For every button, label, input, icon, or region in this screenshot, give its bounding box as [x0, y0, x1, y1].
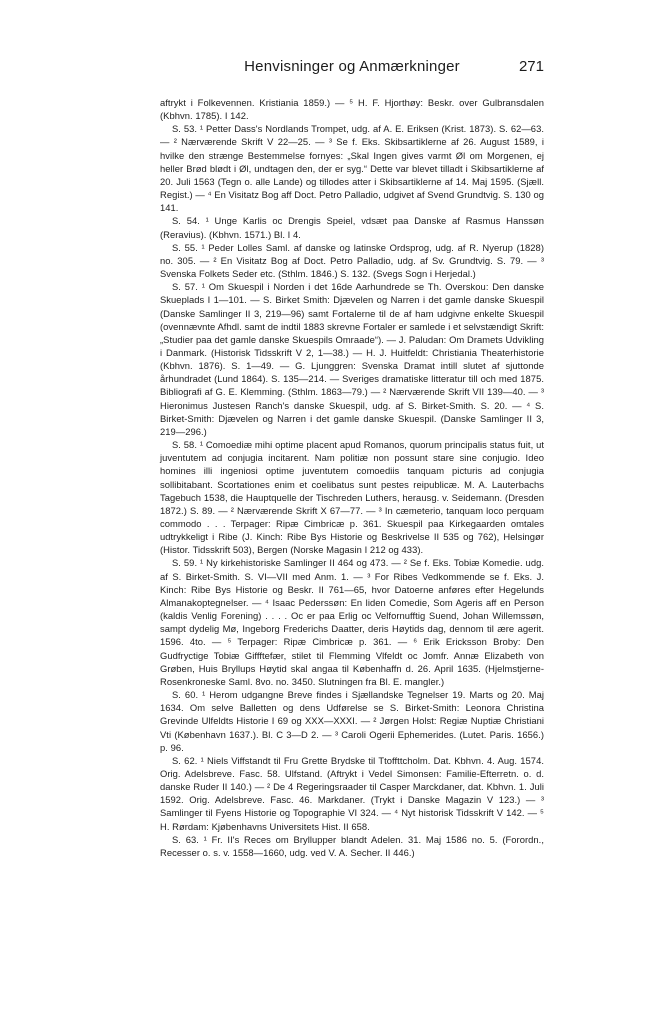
note-paragraph: S. 57. ¹ Om Skuespil i Norden i det 16de Aarhundrede se Th. Overskou: Den danske Skueplads I 1—101. — S. Birket Smith: Djævelen og Narren i det gamle danske Skuespil (Danske Samlinger II 3, 219—96) samt Fortalerne til de af ham udgivne enkelte Skuespil (ovennævnte Afhdl. samt de indtil 1883 skrevne Fortaler er samlede i et selvstændigt Skrift: „Studier paa det gamle danske Skuespils Omraade“). — J. Paludan: Om Dramets Udvikling i Danmark. (Historisk Tidsskrift V 2, 1—38.) — H. J. Huitfeldt: Christiania Theaterhistorie (Kbhvn. 1876). S. 1—49. — G. Ljunggren: Svenska Dramat intill slutet af sjuttonde århundradet (Lund 1864). S. 135—214. — Sveriges dramatiske litteratur till och med 1875. Bibliografi af G. E. Klemming. (Sthlm. 1863—79.) — ² Nærværende Skrift VII 139—40. — ³ Hieronimus Justesen Ranch's danske Skuespil, udg. af S. Birket-Smith. S. 20. — ⁴ S. Birket-Smith: Djævelen og Narren i det gamle danske Skuespil. (Danske Samlinger II 3, 219—296.)	[160, 281, 544, 437]
page-number: 271	[518, 58, 544, 75]
note-paragraph: S. 59. ¹ Ny kirkehistoriske Samlinger II 464 og 473. — ² Se f. Eks. Tobiæ Komedie. udg. af S. Birket-Smith. S. VI—VII med Anm. 1. — ³ For Ribes Vedkommende se f. Eks. J. Kinch: Ribe Bys Historie og Beskr. II 761—65, hvor Datoerne anføres efter Hegelunds Almanakoptegnelser. — ⁴ Isaac Pederssøn: En liden Comedie, Som Ageris aff en Person (kaldis Venlig Forening) . . . . Oc er paa Erlig oc Velfornufftig Suend, Johan Willemssøn, sampt dydelig Mø, Ingeborg Frederichs Daatter, deris Høytids dag, dennom til ære agerit. 1596. 4to. — ⁵ Terpager: Ripæ Cimbricæ p. 361. — ⁶ Erik Ericksson Broby: Den Gudfryctige Tobiæ Giffftefær, stilet til Flemming Vlfeldt oc Jomfr. Annæ Elizabeth von Grøben, Huis Bryllups Høytid skal angaa til Københaffn d. 26. April 1635. (Hjelmstjerne-Rosenkroneske Saml. 8vo. no. 3450. Slutningen fra Bl. E. mangler.)	[160, 557, 544, 687]
note-paragraph: S. 54. ¹ Unge Karlis oc Drengis Speiel, vdsæt paa Danske af Rasmus Hanssøn (Reravius). (Kbhvn. 1571.) Bl. I 4.	[160, 215, 544, 240]
note-paragraph: S. 55. ¹ Peder Lolles Saml. af danske og latinske Ordsprog, udg. af R. Nyerup (1828) no. 305. — ² En Visitatz Bog af Doct. Petro Palladio, udg. af Sv. Grundtvig. S. 79. — ³ Svenska Folkets Seder etc. (Sthlm. 1846.) S. 132. (Svegs Sogn i Herjedal.)	[160, 241, 544, 280]
note-paragraph: S. 60. ¹ Herom udgangne Breve findes i Sjællandske Tegnelser 19. Marts og 20. Maj 1634. Om selve Balletten og dens Udførelse se S. Birket-Smith: Leonora Christina Grevinde Ulfeldts Historie I 69 og XXX—XXXI. — ² Jørgen Holst: Regiæ Nuptiæ Christiani Vti (København 1637.). Bl. C 3—D 2. — ³ Caroli Ogerii Ephemerides. (Lutet. Paris. 1656.) p. 96.	[160, 689, 544, 753]
notes-body	[160, 96, 544, 859]
note-paragraph: S. 63. ¹ Fr. II's Reces om Bryllupper blandt Adelen. 31. Maj 1586 no. 5. (Forordn., Recesser o. s. v. 1558—1660, udg. ved V. A. Secher. II 446.)	[160, 833, 544, 858]
note-paragraph: S. 62. ¹ Niels Viffstandt til Fru Grette Brydske til Ttoffttcholm. Dat. Kbhvn. 4. Aug. 1574. Orig. Adelsbreve. Fasc. 58. Ulfstand. (Aftrykt i Vedel Simonsen: Familie-Efterretn. o. d. danske Ruder II 140.) — ² De 4 Regeringsraader til Casper Marckdaner, dat. Kbhvn. 1. Juli 1592. Orig. Adelsbreve. Fasc. 46. Markdaner. (Trykt i Danske Magazin V 123.) — ³ Samlinger til Fyens Historie og Topographie VI 324. — ⁴ Nyt historisk Tidsskrift V 142. — ⁵ H. Rørdam: Kjøbenhavns Universitets Hist. II 658.	[160, 754, 544, 832]
note-paragraph: S. 53. ¹ Petter Dass's Nordlands Trompet, udg. af A. E. Eriksen (Krist. 1873). S. 62—63. — ² Nærværende Skrift V 22—25. — ³ Se f. Eks. Skibsartiklerne af 26. August 1589, i hvilke den strænge Bestemmelse fornyes: „Skal Ingen gives varmt Øl om Morgenen, ej heller Brød blødt i Øl, undtagen den, der er syg.“ Dette var blevet tilladt i Skibsartiklerne af 20. Juli 1563 (Tegn o. alle Lande) og tillodes atter i Skibsartiklerne af 14. Maj 1595. (Sjæll. Regist.) — ⁴ En Visitatz Bog aff Doct. Petro Palladio, udgivet af Svend Grundtvig. S. 130 og 141.	[160, 123, 544, 214]
header-title: Henvisninger og Anmærkninger	[244, 58, 460, 75]
running-header	[160, 58, 544, 80]
note-paragraph: aftrykt i Folkevennen. Kristiania 1859.) — ⁵ H. F. Hjorthøy: Beskr. over Gulbransdalen (Kbhvn. 1785). I 142.	[160, 97, 544, 122]
note-paragraph: S. 58. ¹ Comoediæ mihi optime placent apud Romanos, quorum principalis status fuit, ut juventutem ad conjugia incitarent. Nam politiæ non possunt stare sine conjugio. Ideo homines illi ingeniosi optime juventutem comoediis tanquam picturis ad conjugia sollibitabant. Scortationes enim et coelibatus sunt pestes reipublicæ. M. A. Lauterbachs Tagebuch 1538, die Hauptquelle der Tischreden Luthers, herausg. v. Seidemann. (Dresden 1872.) S. 89. — ² Nærværende Skrift X 67—77. — ³ In cæmeterio, tanquam loco perquam commodo . . . Terpager: Ripæ Cimbricæ p. 361. Skuespil paa Kirkegaarden omtales udtrykkeligt i Ribe (J. Kinch: Ribe Bys Historie og Beskrivelse II 535 og 762), Helsingør (Histor. Tidsskrift 503), Bergen (Norske Magasin I 212 og 433).	[160, 439, 544, 556]
